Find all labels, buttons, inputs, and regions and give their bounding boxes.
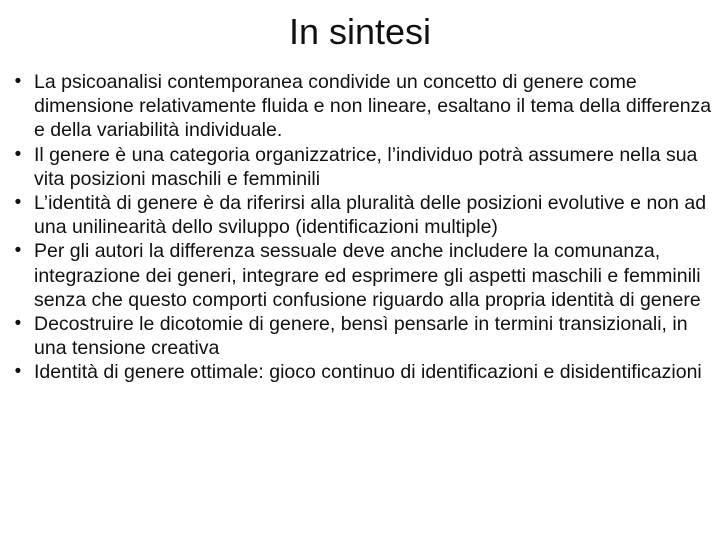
- bullet-item: [8, 312, 714, 360]
- bullet-item: [8, 191, 714, 239]
- bullet-text: Il genere è una categoria organizzatrice, l’individuo potrà assumere nella sua vita posizioni maschili e femminili: [34, 143, 698, 190]
- bullet-icon: •: [14, 361, 22, 383]
- bullet-icon: •: [14, 240, 22, 262]
- bullet-text: La psicoanalisi contemporanea condivide un concetto di genere come dimensione relativamente fluida e non lineare, esaltano il tema della differenza e della variabilità individuale.: [34, 71, 712, 142]
- bullet-text: L’identità di genere è da riferirsi alla pluralità delle posizioni evolutive e non ad una unilinearità dello sviluppo (identificazioni multiple): [34, 192, 707, 239]
- bullet-text: Per gli autori la differenza sessuale deve anche includere la comunanza, integrazione dei generi, integrare ed esprimere gli aspetti maschili e femminili senza che questo comporti confusione riguardo alla propria identità di genere: [34, 240, 701, 311]
- bullet-text: Decostruire le dicotomie di genere, bensì pensarle in termini transizionali, in una tensione creativa: [34, 313, 688, 360]
- bullet-item: [8, 360, 714, 384]
- bullet-icon: •: [14, 143, 22, 165]
- bullet-icon: •: [14, 192, 22, 214]
- bullet-item: [8, 70, 714, 143]
- bullet-text: Identità di genere ottimale: gioco continuo di identificazioni e disidentificazioni: [34, 361, 702, 384]
- bullet-item: [8, 143, 714, 191]
- slide-title: In sintesi: [288, 11, 432, 52]
- bullet-icon: •: [14, 313, 22, 335]
- bullet-icon: •: [14, 71, 22, 92]
- bullet-item: [8, 239, 714, 312]
- bullet-list: [8, 70, 714, 385]
